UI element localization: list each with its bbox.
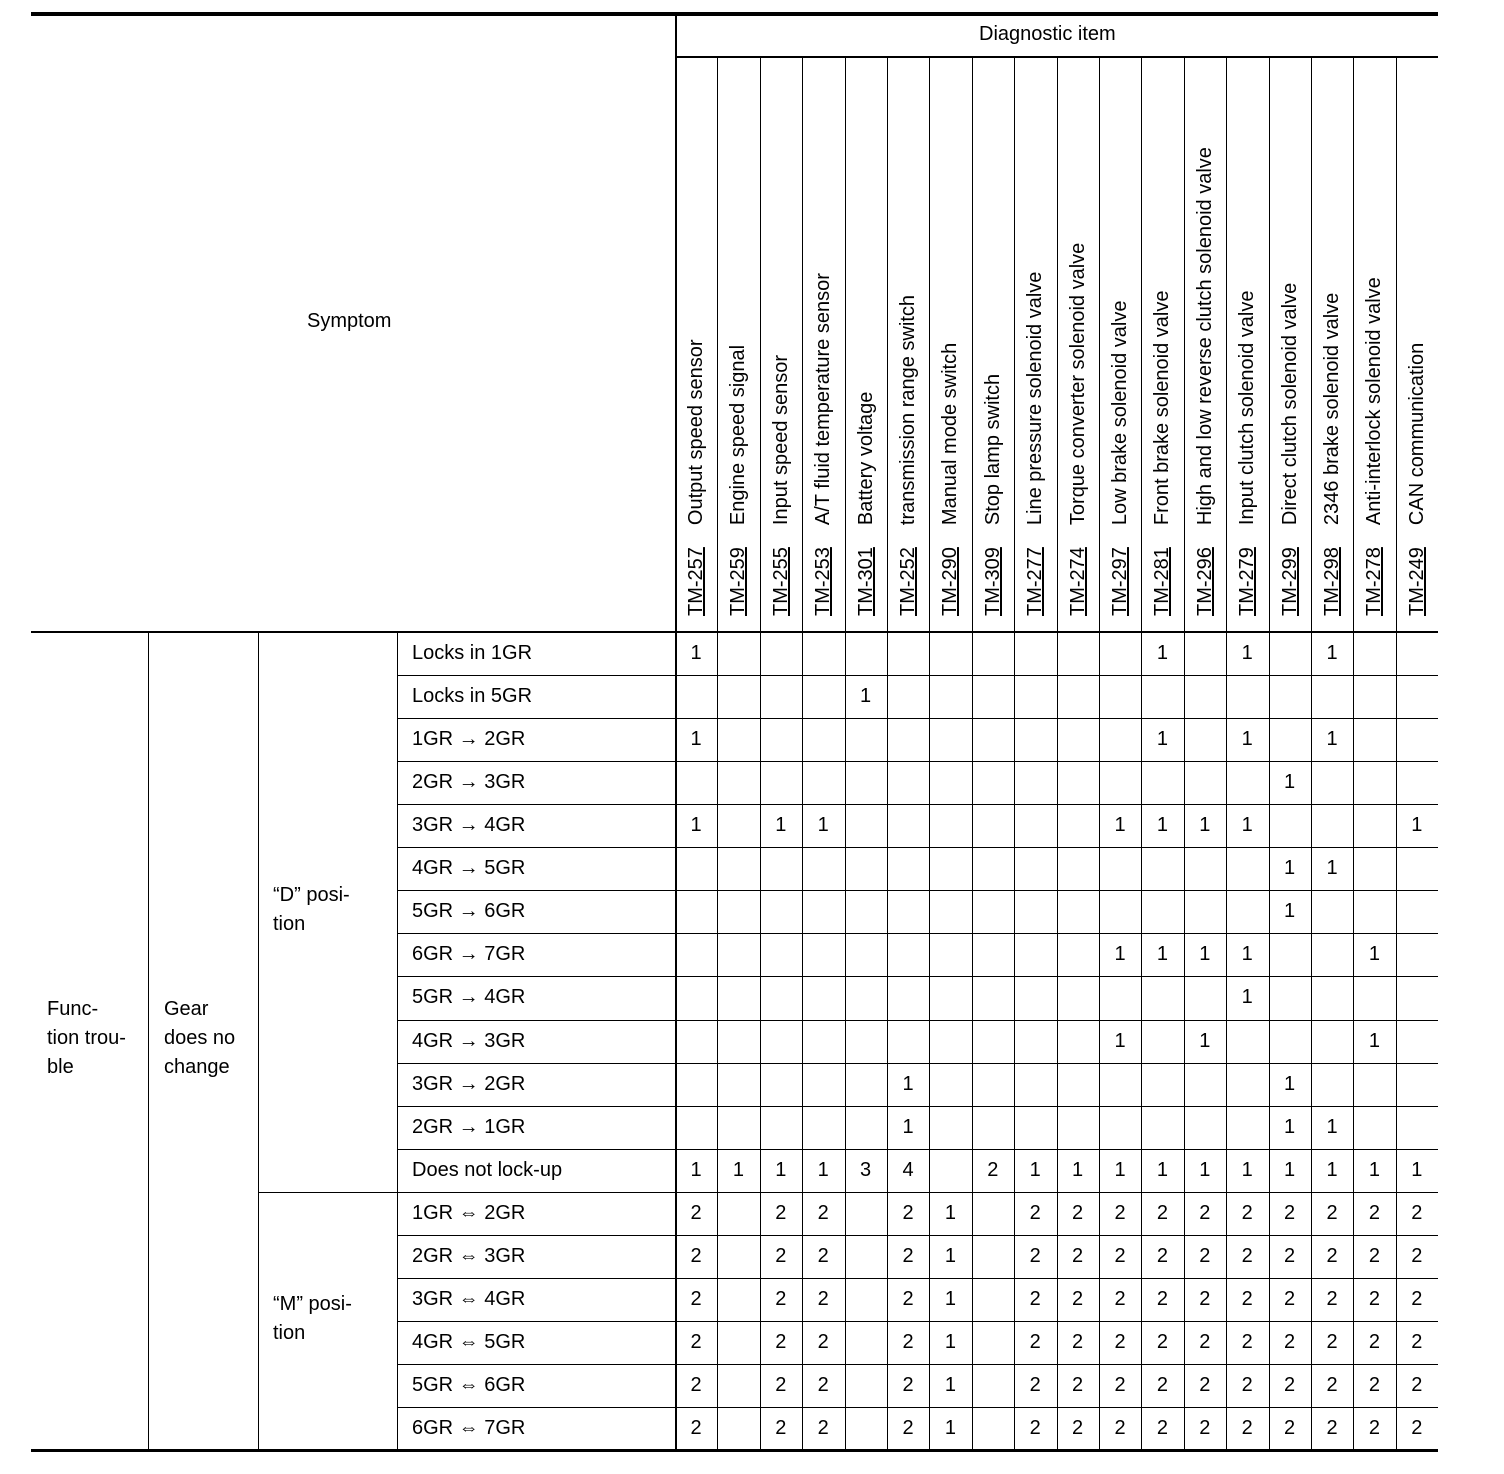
table-cell: 2 [1114, 1201, 1126, 1224]
table-cell: 1 [775, 1158, 787, 1181]
column-code-link[interactable]: TM-297 [1109, 547, 1131, 616]
table-cell: 2 [1241, 1374, 1253, 1397]
table-cell: 1 [1156, 943, 1168, 966]
table-cell: 2 [775, 1201, 787, 1224]
table-cell: 1 [1156, 1158, 1168, 1181]
table-cell: 2 [1156, 1374, 1168, 1397]
table-cell: 2 [690, 1417, 702, 1440]
table-cell: 2 [1411, 1374, 1423, 1397]
table-cell: 2 [775, 1287, 787, 1310]
table-cell: 1 [1241, 642, 1253, 664]
table-cell: 2 [1368, 1374, 1380, 1397]
table-cell: 1 [1199, 943, 1211, 966]
table-cell: 2 [1241, 1417, 1253, 1440]
table-cell: 2 [775, 1244, 787, 1267]
row-divider [397, 1020, 1438, 1021]
table-cell: 2 [1199, 1244, 1211, 1267]
table-cell: 1 [1284, 771, 1296, 794]
table-cell: 2 [1114, 1417, 1126, 1440]
table-cell: 2 [1072, 1417, 1084, 1440]
table-cell: 2 [817, 1374, 829, 1397]
table-cell: 1 [1114, 814, 1126, 837]
table-cell: 2 [1326, 1201, 1338, 1224]
table-cell: 1 [732, 1158, 744, 1181]
table-cell: 2 [1199, 1417, 1211, 1440]
column-code-link[interactable]: TM-277 [1024, 547, 1047, 616]
column-code-link[interactable]: TM-296 [1193, 547, 1216, 616]
table-cell: 2 [690, 1330, 702, 1353]
table-cell: 1 [944, 1287, 956, 1310]
table-cell: 1 [690, 728, 702, 751]
row-label: 1GR → 2GR [412, 728, 526, 751]
table-cell: 2 [1368, 1201, 1380, 1224]
column-label: Engine speed signal [727, 344, 750, 526]
table-cell: 2 [1072, 1330, 1084, 1353]
table-cell: 4 [902, 1158, 914, 1181]
table-cell: 2 [1114, 1374, 1126, 1397]
table-cell: 1 [1156, 728, 1168, 751]
column-label: Torque converter solenoid valve [1066, 242, 1089, 526]
table-cell: 1 [817, 1158, 829, 1181]
row-label: 4GR → 3GR [412, 1029, 526, 1052]
table-cell: 1 [817, 814, 829, 837]
row-label: 5GR → 6GR [412, 900, 526, 923]
table-cell: 2 [902, 1244, 914, 1267]
column-code-link[interactable]: TM-274 [1066, 547, 1089, 616]
table-cell: 2 [1156, 1244, 1168, 1267]
column-divider [717, 56, 718, 1450]
table-cell: 1 [1284, 900, 1296, 923]
table-cell: 2 [1284, 1374, 1296, 1397]
table-cell: 1 [1199, 814, 1211, 837]
table-cell: 2 [1072, 1374, 1084, 1397]
column-code-link[interactable]: TM-298 [1321, 547, 1343, 616]
table-cell: 2 [817, 1201, 829, 1224]
table-cell: 2 [1241, 1330, 1253, 1353]
table-cell: 2 [690, 1201, 702, 1224]
column-code-link[interactable]: TM-281 [1151, 547, 1174, 616]
table-cell: 1 [775, 814, 787, 837]
table-cell: 2 [817, 1287, 829, 1310]
column-code-link[interactable]: TM-249 [1405, 547, 1428, 616]
row-label: 5GR ⇔ 6GR [412, 1374, 526, 1397]
table-cell: 1 [1114, 1029, 1126, 1052]
row-label: 4GR ⇔ 5GR [412, 1330, 526, 1353]
column-label: Anti-interlock solenoid valve [1363, 277, 1386, 526]
column-label: Line pressure solenoid valve [1024, 271, 1047, 526]
table-cell: 2 [690, 1287, 702, 1310]
table-cell: 1 [944, 1201, 956, 1224]
table-cell: 1 [1326, 1158, 1338, 1181]
row-divider [397, 976, 1438, 977]
symptom-header: Symptom [307, 310, 392, 332]
column-code-link[interactable]: TM-255 [769, 547, 792, 616]
row-label: 6GR → 7GR [412, 943, 526, 966]
table-cell: 2 [1326, 1287, 1338, 1310]
table-cell: 2 [1284, 1330, 1296, 1353]
table-cell: 1 [1114, 1158, 1126, 1181]
table-cell: 2 [1326, 1417, 1338, 1440]
table-cell: 1 [690, 1158, 702, 1181]
table-cell: 2 [1284, 1417, 1296, 1440]
table-cell: 2 [1326, 1330, 1338, 1353]
table-cell: 2 [987, 1158, 999, 1181]
row-label: 2GR → 3GR [412, 771, 526, 794]
table-cell: 2 [1368, 1330, 1380, 1353]
row-label: Does not lock-up [412, 1158, 563, 1181]
table-cell: 2 [1029, 1244, 1041, 1267]
row-label: 3GR → 4GR [412, 814, 526, 837]
column-label: transmission range switch [897, 295, 919, 526]
table-cell: 2 [775, 1330, 787, 1353]
label-divider [397, 632, 398, 1450]
table-cell: 2 [1284, 1287, 1296, 1310]
table-cell: 2 [1411, 1330, 1423, 1353]
row-divider [397, 675, 1438, 676]
table-cell: 1 [1284, 1072, 1296, 1095]
table-cell: 2 [817, 1330, 829, 1353]
row-label: 2GR → 1GR [412, 1115, 526, 1138]
row-label: 3GR ⇔ 4GR [412, 1287, 526, 1310]
table-cell: 2 [1029, 1330, 1041, 1353]
table-cell: 2 [1411, 1417, 1423, 1440]
table-cell: 1 [1156, 642, 1168, 664]
table-cell: 2 [1368, 1417, 1380, 1440]
column-label: Low brake solenoid valve [1109, 300, 1131, 526]
column-divider [972, 56, 973, 1450]
column-label: A/T fluid temperature sensor [812, 273, 835, 526]
table-cell: 1 [944, 1244, 956, 1267]
table-cell: 1 [860, 685, 872, 708]
table-cell: 2 [817, 1417, 829, 1440]
table-cell: 2 [1411, 1201, 1423, 1224]
table-cell: 1 [1284, 857, 1296, 880]
table-cell: 1 [1241, 943, 1253, 966]
table-cell: 2 [1241, 1287, 1253, 1310]
table-cell: 1 [1368, 1158, 1380, 1181]
column-code-link[interactable]: TM-290 [939, 547, 962, 616]
row-label: Locks in 5GR [412, 685, 533, 708]
row-label: 2GR ⇔ 3GR [412, 1244, 526, 1267]
group-divider-1 [148, 632, 149, 1450]
table-cell: 1 [1411, 1158, 1423, 1181]
table-cell: 1 [1284, 1115, 1296, 1138]
table-cell: 1 [1326, 857, 1338, 880]
column-code-link[interactable]: TM-252 [897, 547, 919, 616]
table-cell: 1 [1411, 814, 1423, 837]
column-label: Manual mode switch [939, 342, 962, 526]
column-code-link[interactable]: TM-259 [727, 547, 750, 616]
table-cell: 2 [1114, 1330, 1126, 1353]
column-code-link[interactable]: TM-309 [981, 547, 1004, 616]
group-d-position: “D” posi- tion [273, 884, 350, 935]
table-cell: 1 [944, 1330, 956, 1353]
table-cell: 2 [1029, 1374, 1041, 1397]
column-label: Input clutch solenoid valve [1236, 290, 1259, 526]
row-label: Locks in 1GR [412, 642, 533, 664]
table-cell: 2 [1326, 1374, 1338, 1397]
table-cell: 1 [1114, 943, 1126, 966]
table-cell: 2 [1241, 1201, 1253, 1224]
table-cell: 2 [1156, 1330, 1168, 1353]
column-code-link[interactable]: TM-257 [685, 547, 707, 616]
column-code-link[interactable]: TM-278 [1363, 547, 1386, 616]
table-cell: 1 [902, 1115, 914, 1138]
table-cell: 2 [1284, 1201, 1296, 1224]
table-cell: 1 [1326, 642, 1338, 664]
column-label: Front brake solenoid valve [1151, 290, 1174, 526]
table-cell: 1 [902, 1072, 914, 1095]
table-cell: 1 [1241, 986, 1253, 1009]
table-cell: 2 [1156, 1201, 1168, 1224]
group-function-trouble: Func- tion trou- ble [47, 998, 126, 1078]
table-cell: 1 [690, 814, 702, 837]
table-cell: 2 [1411, 1244, 1423, 1267]
column-code-link[interactable]: TM-253 [812, 547, 835, 616]
table-cell: 2 [1284, 1244, 1296, 1267]
table-cell: 2 [1072, 1201, 1084, 1224]
table-cell: 2 [1156, 1287, 1168, 1310]
column-label: CAN communication [1405, 342, 1428, 526]
table-cell: 2 [1241, 1244, 1253, 1267]
table-cell: 2 [1029, 1201, 1041, 1224]
column-label: Direct clutch solenoid valve [1278, 282, 1301, 526]
table-cell: 1 [1241, 728, 1253, 751]
table-cell: 2 [817, 1244, 829, 1267]
group-divider-2 [258, 632, 259, 1450]
table-cell: 1 [1241, 1158, 1253, 1181]
column-label: High and low reverse clutch solenoid valve [1193, 147, 1216, 526]
column-code-link[interactable]: TM-279 [1236, 547, 1259, 616]
group-m-position: “M” posi- tion [273, 1293, 352, 1344]
table-cell: 2 [690, 1244, 702, 1267]
column-label: Stop lamp switch [981, 373, 1004, 526]
table-cell: 2 [1411, 1287, 1423, 1310]
table-cell: 2 [902, 1330, 914, 1353]
top-border [31, 12, 1438, 16]
table-cell: 2 [775, 1417, 787, 1440]
table-cell: 2 [1029, 1287, 1041, 1310]
row-label: 3GR → 2GR [412, 1072, 526, 1095]
column-label: Output speed sensor [685, 339, 707, 526]
row-label: 5GR → 4GR [412, 986, 526, 1009]
table-cell: 1 [1029, 1158, 1041, 1181]
table-cell: 2 [1072, 1287, 1084, 1310]
group-gear-does-no-change: Gear does no change [164, 998, 236, 1078]
table-cell: 3 [860, 1158, 872, 1181]
column-label: Input speed sensor [769, 354, 792, 526]
table-cell: 2 [902, 1201, 914, 1224]
table-cell: 2 [1199, 1374, 1211, 1397]
row-divider [397, 804, 1438, 805]
table-cell: 1 [944, 1374, 956, 1397]
table-cell: 2 [1368, 1244, 1380, 1267]
table-cell: 1 [1199, 1158, 1211, 1181]
row-label: 4GR → 5GR [412, 857, 526, 880]
table-cell: 1 [690, 642, 702, 664]
table-cell: 2 [1114, 1287, 1126, 1310]
table-cell: 2 [1072, 1244, 1084, 1267]
table-cell: 2 [1156, 1417, 1168, 1440]
diagnostic-item-header: Diagnostic item [979, 23, 1116, 45]
row-label: 1GR ⇔ 2GR [412, 1201, 526, 1224]
table-cell: 1 [944, 1417, 956, 1440]
row-divider [397, 718, 1438, 719]
table-cell: 1 [1199, 1029, 1211, 1052]
table-cell: 2 [1199, 1287, 1211, 1310]
table-cell: 1 [1368, 943, 1380, 966]
table-cell: 2 [1326, 1244, 1338, 1267]
table-cell: 1 [1072, 1158, 1084, 1181]
table-cell: 2 [1368, 1287, 1380, 1310]
table-cell: 2 [1199, 1330, 1211, 1353]
table-cell: 2 [775, 1374, 787, 1397]
table-cell: 1 [1326, 728, 1338, 751]
row-label: 6GR ⇔ 7GR [412, 1417, 526, 1440]
table-cell: 2 [902, 1417, 914, 1440]
table-cell: 2 [902, 1374, 914, 1397]
table-cell: 2 [1114, 1244, 1126, 1267]
table-cell: 2 [690, 1374, 702, 1397]
table-cell: 1 [1326, 1115, 1338, 1138]
table-cell: 1 [1156, 814, 1168, 837]
table-cell: 1 [1368, 1029, 1380, 1052]
column-label: 2346 brake solenoid valve [1321, 292, 1343, 526]
column-code-link[interactable]: TM-301 [854, 547, 877, 616]
column-label: Battery voltage [854, 391, 877, 526]
table-cell: 2 [1029, 1417, 1041, 1440]
table-cell: 2 [902, 1287, 914, 1310]
row-divider [397, 933, 1438, 934]
table-cell: 1 [1284, 1158, 1296, 1181]
column-code-link[interactable]: TM-299 [1278, 547, 1301, 616]
table-cell: 2 [1199, 1201, 1211, 1224]
table-cell: 1 [1241, 814, 1253, 837]
column-divider [845, 56, 846, 1450]
